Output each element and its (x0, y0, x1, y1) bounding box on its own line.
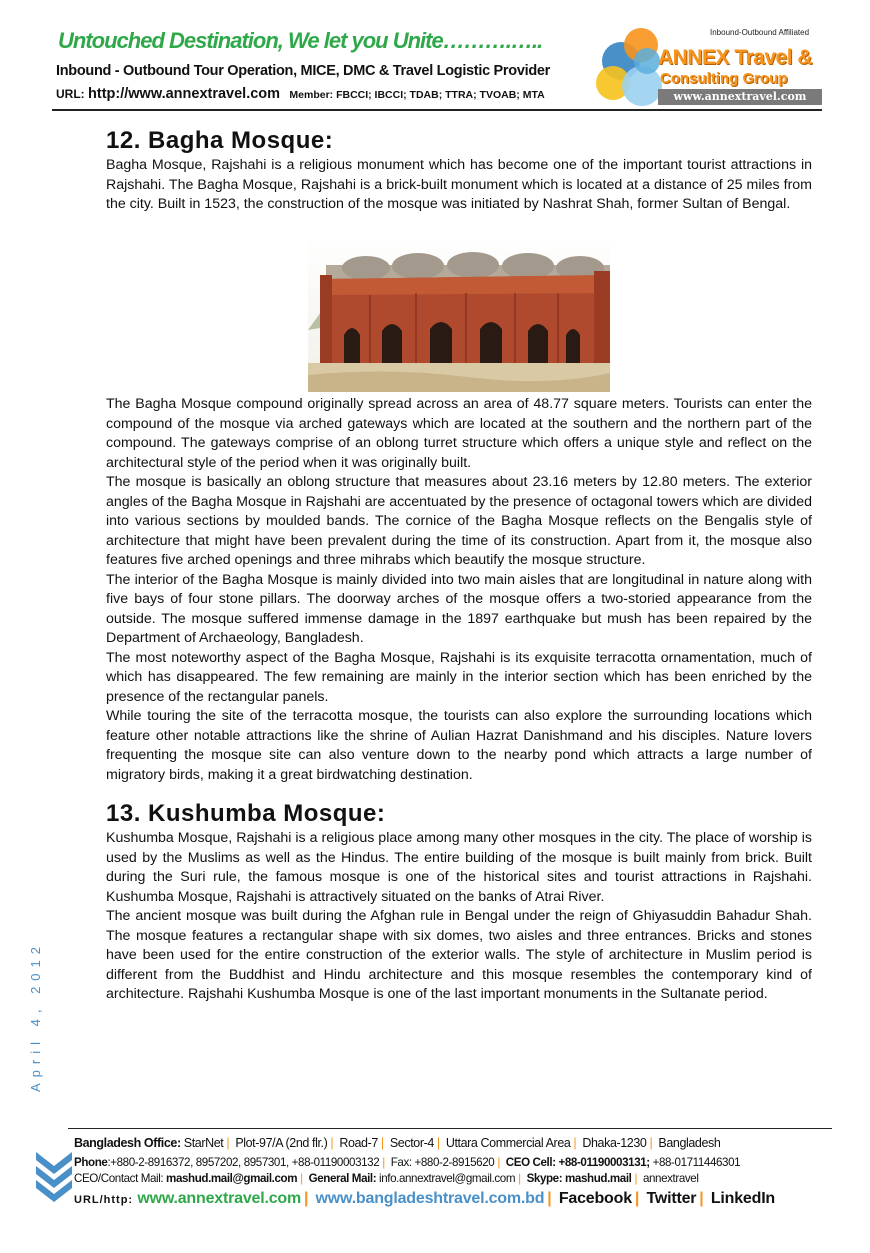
section-intro: Bagha Mosque, Rajshahi is a religious monument which has become one of the important tourist attractions in Rajshahi. The Bagha Mosque, Rajshahi is a brick-built monument which is located at a distance of 25 miles from the city. Built in 1523, the construction of the mosque was initiated by Nashrat Shah, former Sultan of Bengal. (106, 157, 812, 212)
skype-id[interactable]: mashud.mail (565, 1172, 632, 1185)
tagline: Untouched Destination, We let you Unite……….….. (58, 28, 543, 53)
contact-mail-label: CEO/Contact Mail: (74, 1172, 164, 1185)
footer-office: Bangladesh Office: StarNet | Plot-97/A (2nd flr.) | Road-7 | Sector-4 | Uttara Commercial Area | Dhaka-1230 | Bangladesh (74, 1136, 721, 1150)
logo-circle-icon (634, 48, 660, 74)
section-bagha-details (106, 395, 812, 1005)
bangladesh-travel-link[interactable]: www.bangladeshtravel.com.bd (315, 1190, 545, 1207)
paragraph: The Bagha Mosque compound originally spread across an area of 48.77 square meters. Tourists can enter the compound of the mosque via arched gateways which are located at the southern and the northern part of the compound. The gateways comprise of an oblong turret structure which offers a unique style and reflect on the architectural style of the period when it was originally built. (106, 396, 812, 471)
url-label: URL/http: (74, 1194, 134, 1206)
ceo-cell: : +88-01190003131; (552, 1156, 650, 1169)
logo-website: www.annextravel.com (658, 89, 822, 105)
office-part: Plot-97/A (2nd flr.) (235, 1136, 328, 1150)
mosque-illustration (308, 235, 610, 392)
paragraph: The interior of the Bagha Mosque is mainly divided into two main aisles that are longitudinal in nature along with five bays of four stone pillars. The doorway arches of the mosque offers a two-storied appearance from the outside. The mosque suffered immense damage in the 1897 earthquake but mush has been repaired by the Department of Archaeology, Bangladesh. (106, 571, 812, 646)
side-date: April 4, 2012 (28, 941, 43, 1092)
website-link[interactable]: www.annextravel.com (137, 1190, 302, 1207)
skype-extra: annextravel (642, 1172, 699, 1185)
logo-name-line2: Consulting Group (660, 70, 788, 87)
footer-phones: Phone:+880-2-8916372, 8957202, 8957301, +88-01190003132 | Fax: +880-2-8915620 | CEO Cell: +88-01190003131; +88-01711446301 (74, 1156, 741, 1169)
phone-label: Phone (74, 1156, 108, 1169)
paragraph: The most noteworthy aspect of the Bagha Mosque, Rajshahi is its exquisite terracotta ornamentation, much of which has disappeared. The few remaining are mainly in the interior section which has been enriched by the presence of the rectangular panels. (106, 649, 812, 705)
facebook-link[interactable]: Facebook (558, 1190, 632, 1207)
bagha-mosque-photo (308, 235, 610, 392)
affiliation-text: Inbound-Outbound Affiliated (710, 28, 810, 37)
paragraph: The mosque is basically an oblong structure that measures about 23.16 meters by 12.80 meters. The exterior angles of the Bagha Mosque in Rajshahi are accentuated by the presence of octagonal towers which are divided into various sections by moulded bands. The cornice of the Bagha Mosque reflects on the Bengalis style of architecture that might have been prevalent during the time of its construction. Apart from it, the mosque also features five arched openings and three mihrabs which beautify the mosque structure. (106, 474, 812, 568)
footer-mail: CEO/Contact Mail: mashud.mail@gmail.com | General Mail: info.annextravel@gmail.com | Skype: mashud.mail | annextravel (74, 1172, 699, 1185)
url-line (56, 86, 545, 102)
paragraph: Kushumba Mosque, Rajshahi is a religious place among many other mosques in the city. The place of worship is used by the Muslims as well as the Hindus. The entire building of the mosque is built mainly from brick. Built during the Suri rule, the famous mosque is one of the historical sites and tourist attractions in Rajshahi. Kushumba Mosque, Rajshahi is attractively situated on the banks of Atrai River. (106, 830, 812, 905)
ceo-cell-extra: +88-01711446301 (652, 1156, 741, 1169)
logo-name-line1: ANNEX Travel & (658, 46, 813, 69)
office-part: Dhaka-1230 (582, 1136, 647, 1150)
office-part: StarNet (183, 1136, 224, 1150)
company-services: Inbound - Outbound Tour Operation, MICE, DMC & Travel Logistic Provider (56, 63, 550, 79)
header-divider (52, 109, 822, 111)
office-part: Road-7 (339, 1136, 378, 1150)
phone-numbers: :+880-2-8916372, 8957202, 8957301, +88-01190003132 (107, 1156, 380, 1169)
fax-number: Fax: +880-2-8915620 (390, 1156, 495, 1169)
footer-links: URL/http: www.annextravel.com | www.bangladeshtravel.com.bd | Facebook | Twitter | LinkedIn (74, 1190, 776, 1207)
twitter-link[interactable]: Twitter (646, 1190, 697, 1207)
linkedin-link[interactable]: LinkedIn (710, 1190, 776, 1207)
footer-divider (68, 1128, 832, 1129)
skype-label: Skype: (526, 1172, 563, 1185)
chevrons-icon (34, 1148, 74, 1204)
memberships: Member: FBCCI; IBCCI; TDAB; TTRA; TVOAB; MTA (289, 89, 545, 101)
general-mail[interactable]: info.annextravel@gmail.com (379, 1172, 516, 1185)
contact-mail[interactable]: mashud.mail@gmail.com (166, 1172, 298, 1185)
office-part: Sector-4 (389, 1136, 434, 1150)
section-title: 12. Bagha Mosque: (106, 127, 334, 154)
general-mail-label: General Mail: (308, 1172, 377, 1185)
company-logo (594, 22, 830, 108)
paragraph: While touring the site of the terracotta mosque, the tourists can also explore the surrounding locations which feature other notable attractions like the shrine of Aulian Hazrat Danishmand and his disciples. Nature lovers frequenting the mosque site can also venture down to the nearby pond which attracts a large number of migratory birds, making it a great birdwatching destination. (106, 708, 812, 783)
office-part: Bangladesh (658, 1136, 721, 1150)
section-title: 13. Kushumba Mosque: (106, 800, 386, 827)
paragraph: The ancient mosque was built during the Afghan rule in Bengal under the reign of Ghiyasuddin Bahadur Shah. The mosque features a rectangular shape with six domes, two aisles and three entrances. Bricks and stones have been used for the entire construction of the exterior walls. The style of architecture in Muslim period is different from the Buddhist and Hindu architecture and this mosque resembles the contemporary kind of architecture. Rajshahi Kushumba Mosque is one of the last important monuments in the Sultanate period. (106, 908, 812, 1002)
section-bagha (106, 126, 812, 215)
office-label: Bangladesh Office: (74, 1136, 181, 1150)
office-part: Uttara Commercial Area (445, 1136, 571, 1150)
website-link[interactable]: http://www.annextravel.com (88, 86, 281, 102)
ceo-cell-label: CEO Cell (505, 1156, 553, 1169)
url-label: URL: (56, 87, 85, 101)
